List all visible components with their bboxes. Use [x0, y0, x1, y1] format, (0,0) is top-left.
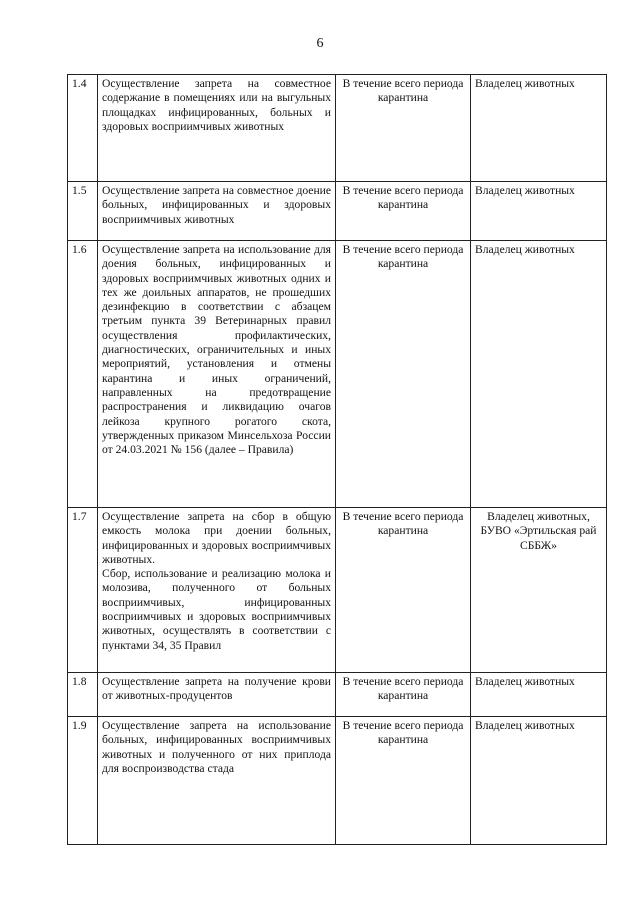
- row-number: 1.4: [68, 75, 98, 182]
- table-row: [68, 241, 607, 508]
- row-number: 1.8: [68, 673, 98, 717]
- table-row: [68, 717, 607, 845]
- measure-paragraph: Осуществление запрета на совместное содержание в помещениях или на выгульных площадках инфицированных, больных и здоровых восприимчивых животных: [102, 77, 331, 133]
- responsible-text: Владелец животных: [471, 182, 607, 241]
- table-row: [68, 182, 607, 241]
- row-number: 1.6: [68, 241, 98, 508]
- measure-paragraph: Осуществление запрета на использование больных, инфицированных восприимчивых животных и полученного от них приплода для воспроизводства стада: [102, 719, 331, 775]
- measure-text: [98, 182, 336, 241]
- term-text: В течение всего периода карантина: [336, 673, 471, 717]
- term-text: В течение всего периода карантина: [336, 182, 471, 241]
- row-number: 1.5: [68, 182, 98, 241]
- measures-table: [67, 74, 607, 845]
- responsible-text: Владелец животных: [471, 241, 607, 508]
- term-text: В течение всего периода карантина: [336, 508, 471, 673]
- measure-text: [98, 673, 336, 717]
- responsible-text: Владелец животных: [471, 717, 607, 845]
- row-number: 1.9: [68, 717, 98, 845]
- term-text: В течение всего периода карантина: [336, 75, 471, 182]
- measure-text: [98, 75, 336, 182]
- measure-text: [98, 717, 336, 845]
- measure-paragraph: Осуществление запрета на сбор в общую емкость молока при доении больных, инфицированных и здоровых восприимчивых животных.: [102, 510, 331, 566]
- responsible-text: Владелец животных: [471, 75, 607, 182]
- row-number: 1.7: [68, 508, 98, 673]
- responsible-text: Владелец животных, БУВО «Эртильская рай СББЖ»: [471, 508, 607, 673]
- page-number: 6: [316, 36, 324, 51]
- term-text: В течение всего периода карантина: [336, 717, 471, 845]
- table-row: [68, 673, 607, 717]
- measure-text: [98, 508, 336, 673]
- measure-paragraph: Сбор, использование и реализацию молока и молозива, полученного от больных восприимчивых, инфицированных восприимчивых и здоровых восприимчивых животных, осуществлять в соответствии с пунктами 34, 35 Правил: [102, 567, 331, 652]
- responsible-text: Владелец животных: [471, 673, 607, 717]
- measure-text: [98, 241, 336, 508]
- table-row: [68, 508, 607, 673]
- measure-paragraph: Осуществление запрета на получение крови от животных-продуцентов: [102, 675, 331, 703]
- term-text: В течение всего периода карантина: [336, 241, 471, 508]
- measure-paragraph: Осуществление запрета на совместное доение больных, инфицированных и здоровых восприимчивых животных: [102, 184, 331, 226]
- table-row: [68, 75, 607, 182]
- measure-paragraph: Осуществление запрета на использование для доения больных, инфицированных и здоровых восприимчивых животных одних и тех же доильных аппаратов, не прошедших дезинфекцию в соответствии с абзацем третьим пункта 39 Ветеринарных правил осуществления профилактических, диагностических, ограничительных и иных мероприятий, установления и отмены карантина и иных ограничений, направленных на предотвращение распространения и ликвидацию очагов лейкоза крупного рогатого скота, утвержденных приказом Минсельхоза России от 24.03.2021 № 156 (далее – Правила): [102, 243, 331, 457]
